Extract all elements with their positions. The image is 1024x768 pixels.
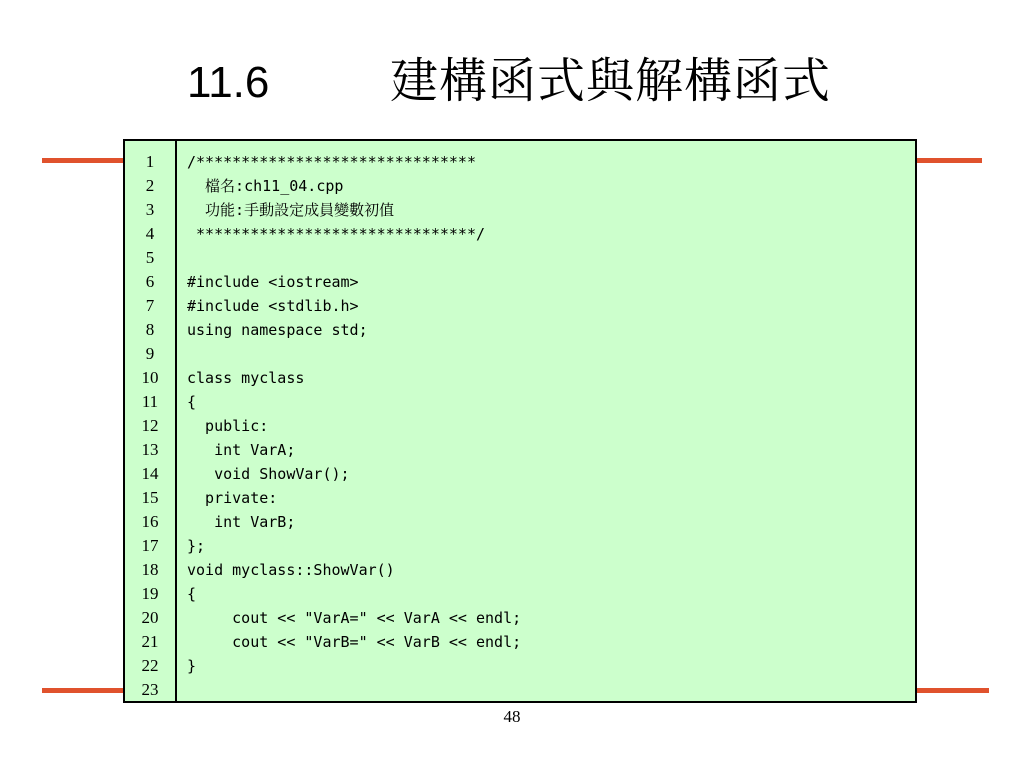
code-body	[177, 141, 915, 701]
line-number: 6	[145, 272, 155, 291]
code-line: int VarB;	[187, 513, 296, 531]
code-line: #include <stdlib.h>	[187, 297, 359, 315]
left-bottom-rule	[42, 688, 126, 693]
line-number: 2	[145, 176, 155, 195]
line-number: 10	[141, 368, 159, 387]
line-number: 14	[141, 464, 159, 483]
line-number: 4	[145, 224, 155, 243]
line-number: 16	[141, 512, 159, 531]
code-line: {	[187, 393, 197, 411]
line-number: 11	[141, 392, 159, 411]
line-number: 13	[141, 440, 159, 459]
line-number: 7	[145, 296, 155, 315]
line-number: 18	[141, 560, 159, 579]
code-line: public:	[187, 417, 269, 435]
line-number: 20	[141, 608, 159, 627]
line-number: 19	[141, 584, 159, 603]
line-number: 15	[141, 488, 159, 507]
code-line: };	[187, 537, 206, 555]
code-line	[187, 342, 915, 366]
line-number: 21	[141, 632, 159, 651]
code-line: int VarA;	[187, 441, 296, 459]
page-number: 48	[503, 707, 521, 726]
line-number: 3	[145, 200, 155, 219]
code-line: {	[187, 585, 197, 603]
right-top-rule	[915, 158, 982, 163]
code-line: private:	[187, 489, 278, 507]
line-number: 22	[141, 656, 159, 675]
code-listing	[123, 139, 917, 703]
code-line: }	[187, 657, 197, 675]
line-number-gutter	[125, 141, 177, 701]
line-number: 23	[141, 680, 159, 699]
left-top-rule	[42, 158, 126, 163]
code-line: 功能:手動設定成員變數初值	[187, 201, 395, 219]
line-number: 5	[145, 248, 155, 267]
line-number: 17	[141, 536, 159, 555]
code-line: class myclass	[187, 369, 305, 387]
code-line	[187, 246, 915, 270]
code-line: cout << "VarB=" << VarB << endl;	[187, 633, 522, 651]
code-line: /*******************************	[187, 153, 476, 171]
code-line	[187, 678, 915, 701]
right-bottom-rule	[915, 688, 989, 693]
code-line: using namespace std;	[187, 321, 368, 339]
line-number: 9	[145, 344, 155, 363]
section-number: 11.6	[187, 58, 270, 107]
code-line: #include <iostream>	[187, 273, 359, 291]
line-number: 1	[145, 152, 155, 171]
slide-title	[0, 52, 1024, 122]
code-line: 檔名:ch11_04.cpp	[187, 177, 344, 195]
code-line: void ShowVar();	[187, 465, 350, 483]
code-line: void myclass::ShowVar()	[187, 561, 395, 579]
line-number: 12	[141, 416, 159, 435]
code-line: *******************************/	[187, 225, 486, 243]
section-title: 建構函式與解構函式	[390, 53, 832, 109]
line-number: 8	[145, 320, 155, 339]
code-line: cout << "VarA=" << VarA << endl;	[187, 609, 522, 627]
